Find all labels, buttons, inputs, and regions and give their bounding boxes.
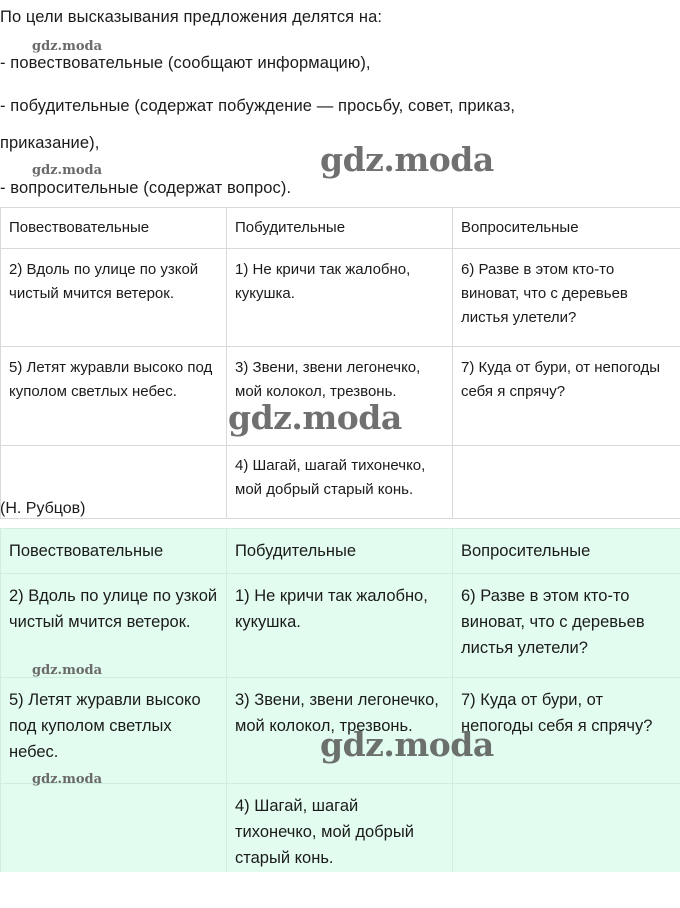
table-cell: 2) Вдоль по улице по узкой чистый мчится ветерок. xyxy=(1,249,227,347)
watermark: gdz.moda xyxy=(32,663,103,678)
table-cell: 7) Куда от бури, от непогоды себя я спрячу? xyxy=(453,347,680,446)
table-cell: 7) Куда от бури, от непогоды себя я спрячу? xyxy=(453,678,680,784)
watermark: gdz.moda xyxy=(320,140,494,179)
table-cell: 1) Не кричи так жалобно, кукушка. xyxy=(227,249,453,347)
table-cell: 6) Разве в этом кто-то виноват, что с деревьев листья улетели? xyxy=(453,574,680,678)
table-cell: 2) Вдоль по улице по узкой чистый мчится ветерок. xyxy=(1,574,227,678)
watermark: gdz.moda xyxy=(228,398,402,437)
table-cell: 4) Шагай, шагай тихонечко, мой добрый старый конь. xyxy=(227,784,453,890)
column-header: Повествовательные xyxy=(1,529,227,574)
table-row xyxy=(1,446,680,519)
table-cell: 6) Разве в этом кто-то виноват, что с деревьев листья улетели? xyxy=(453,249,680,347)
author-caption: (Н. Рубцов) xyxy=(0,500,86,517)
intro-line: приказание), xyxy=(0,134,100,152)
column-header: Побудительные xyxy=(227,529,453,574)
table-row xyxy=(1,249,680,347)
column-header: Повествовательные xyxy=(1,208,227,249)
watermark: gdz.moda xyxy=(320,725,494,764)
column-header: Побудительные xyxy=(227,208,453,249)
table-cell: 3) Звени, звени легонечко, мой колокол, трезвонь. xyxy=(227,347,453,446)
table-cell xyxy=(453,446,680,519)
sentence-types-table xyxy=(0,207,680,519)
column-header: Вопросительные xyxy=(453,529,680,574)
table-row xyxy=(1,678,680,784)
intro-line: - вопросительные (содержат вопрос). xyxy=(0,179,292,197)
watermark: gdz.moda xyxy=(32,772,103,787)
table-cell: 4) Шагай, шагай тихонечко, мой добрый старый конь. xyxy=(227,446,453,519)
column-header: Вопросительные xyxy=(453,208,680,249)
table-cell: 1) Не кричи так жалобно, кукушка. xyxy=(227,574,453,678)
watermark: gdz.moda xyxy=(32,39,103,54)
table-row xyxy=(1,347,680,446)
sentence-types-table-highlighted xyxy=(0,528,680,901)
page-cutoff xyxy=(0,872,680,908)
intro-line: - побудительные (содержат побуждение — просьбу, совет, приказ, xyxy=(0,97,516,115)
intro-line: - повествовательные (сообщают информацию), xyxy=(0,54,371,72)
table-cell: 3) Звени, звени легонечко, мой колокол, трезвонь. xyxy=(227,678,453,784)
table-row xyxy=(1,574,680,678)
intro-line: По цели высказывания предложения делятся на: xyxy=(0,8,383,26)
watermark: gdz.moda xyxy=(32,163,103,178)
table-cell: 5) Летят журавли высоко под куполом светлых небес. xyxy=(1,678,227,784)
table-cell: 5) Летят журавли высоко под куполом светлых небес. xyxy=(1,347,227,446)
